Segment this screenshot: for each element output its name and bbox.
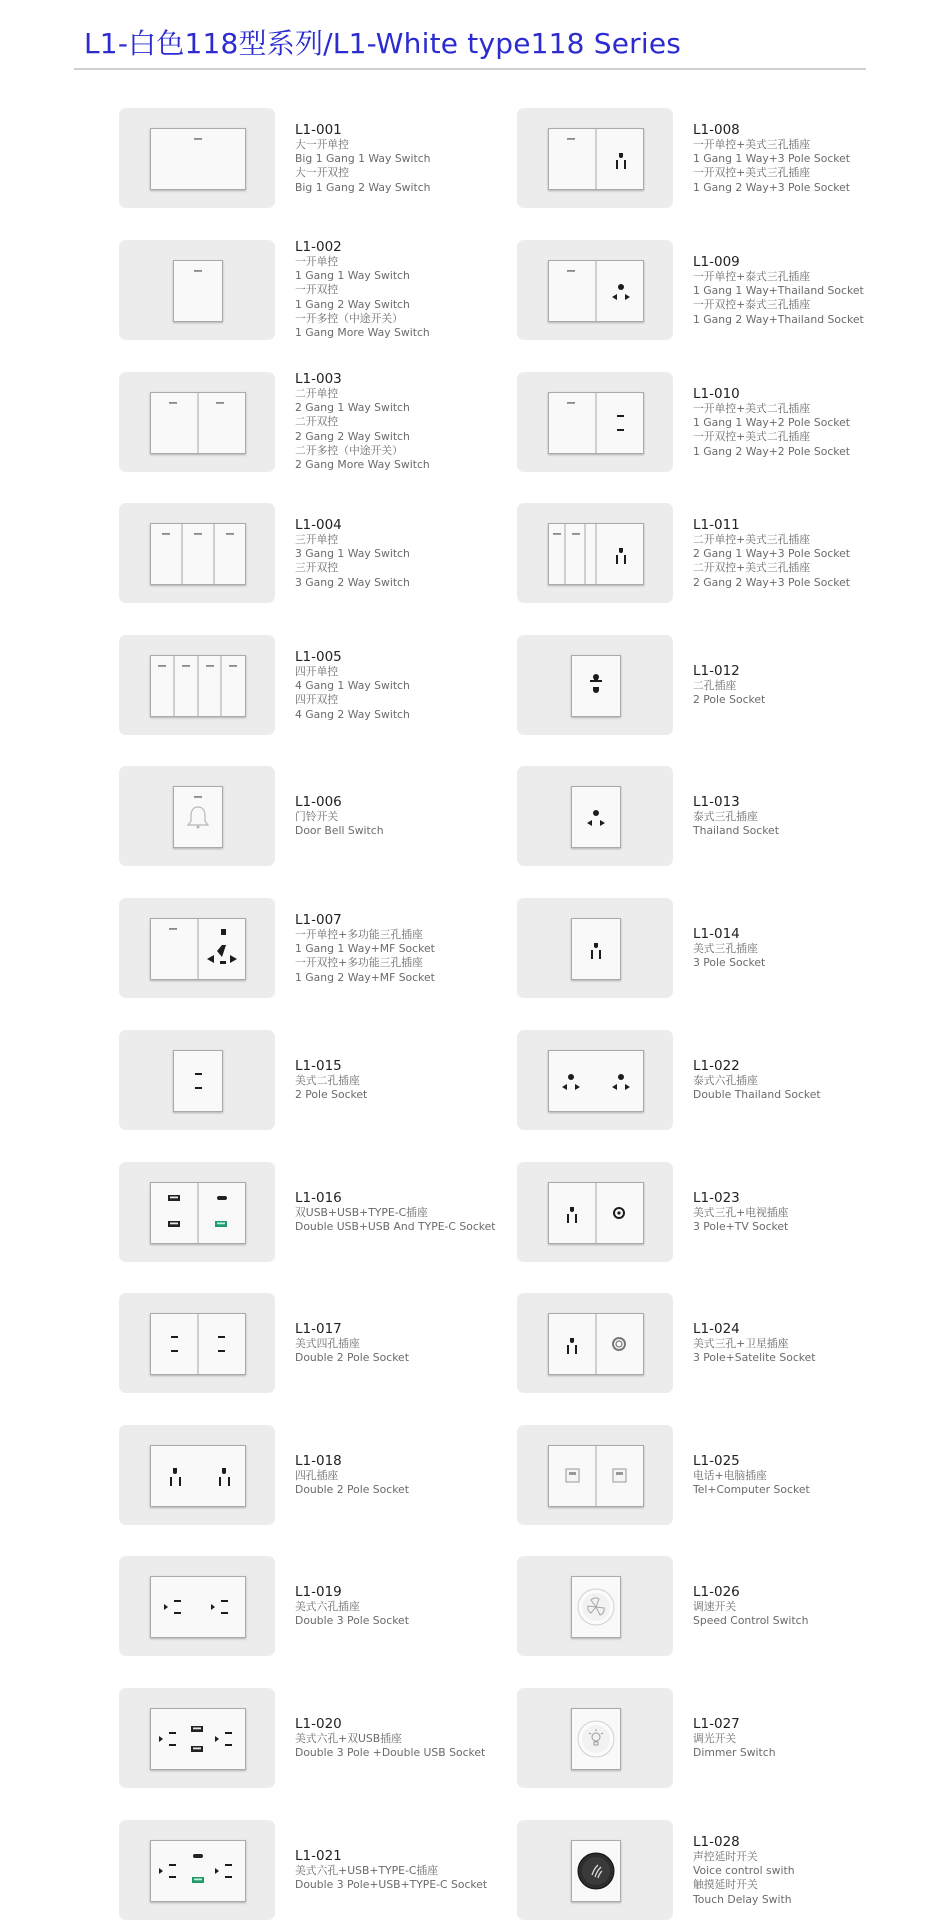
product-info <box>693 254 933 327</box>
wall-plate-illustration <box>571 1708 621 1770</box>
product-code: L1-008 <box>693 122 740 138</box>
product-image-card <box>119 1820 275 1920</box>
product-code: L1-012 <box>693 663 740 679</box>
product-image-card <box>517 1030 673 1130</box>
product-description-line: Big 1 Gang 2 Way Switch <box>295 180 431 194</box>
wall-plate-illustration <box>150 392 246 454</box>
wall-plate-illustration <box>150 655 246 717</box>
wall-plate-icon <box>151 1841 245 1901</box>
product-description-line: 一开双控+美式二孔插座 <box>693 430 811 444</box>
wall-plate-illustration <box>571 1576 621 1638</box>
wall-plate-illustration <box>173 260 223 322</box>
product-image-card <box>119 1688 275 1788</box>
wall-plate-icon <box>549 1183 643 1243</box>
wall-plate-illustration <box>150 1840 246 1902</box>
product-info <box>693 517 933 590</box>
product-item <box>119 766 539 866</box>
product-description-line: 1 Gang 1 Way+MF Socket <box>295 942 435 956</box>
wall-plate-icon <box>549 1446 643 1506</box>
wall-plate-illustration <box>150 128 246 190</box>
wall-plate-illustration <box>150 1445 246 1507</box>
product-image-card <box>119 1425 275 1525</box>
product-image-card <box>517 1688 673 1788</box>
product-item <box>517 1820 937 1920</box>
wall-plate-illustration <box>571 918 621 980</box>
product-description-line: 美式六孔插座 <box>295 1600 360 1613</box>
product-description-line: 1 Gang 1 Way+3 Pole Socket <box>693 152 850 166</box>
wall-plate-illustration <box>548 260 644 322</box>
product-description-line: Thailand Socket <box>693 824 779 838</box>
wall-plate-illustration <box>571 1840 621 1902</box>
product-image-card <box>517 372 673 472</box>
product-code: L1-002 <box>295 239 342 255</box>
product-info <box>295 1321 535 1365</box>
wall-plate-illustration <box>548 1182 644 1244</box>
product-description-line: 1 Gang 2 Way+Thailand Socket <box>693 312 864 326</box>
product-description-line: Double 3 Pole+USB+TYPE-C Socket <box>295 1878 488 1892</box>
product-description-line: 美式六孔+USB+TYPE-C插座 <box>295 1864 438 1877</box>
wall-plate-illustration <box>548 1313 644 1375</box>
product-image-card <box>517 898 673 998</box>
product-description-line: 一开双控+多功能三孔插座 <box>295 956 423 970</box>
wall-plate-illustration <box>173 786 223 848</box>
wall-plate-icon <box>572 1841 620 1901</box>
product-info <box>693 1834 933 1907</box>
product-info <box>693 794 933 838</box>
wall-plate-illustration <box>150 1576 246 1638</box>
product-description-line: 大一开双控 <box>295 166 349 180</box>
wall-plate-icon <box>151 129 245 189</box>
product-description-line: 美式二孔插座 <box>295 1074 360 1087</box>
product-info <box>295 1584 535 1628</box>
product-item <box>517 372 937 472</box>
product-code: L1-007 <box>295 912 342 928</box>
product-item <box>119 372 539 472</box>
product-description-line: 一开多控（中途开关） <box>295 311 403 325</box>
product-code: L1-011 <box>693 517 740 533</box>
wall-plate-icon <box>151 919 245 979</box>
product-info <box>693 1058 933 1102</box>
product-description-line: 2 Gang 2 Way Switch <box>295 429 410 443</box>
product-description-line: Double USB+USB And TYPE-C Socket <box>295 1220 496 1234</box>
product-code: L1-028 <box>693 1834 740 1850</box>
product-description-line: 1 Gang 2 Way+MF Socket <box>295 970 435 984</box>
product-description-line: 3 Pole+TV Socket <box>693 1220 789 1234</box>
wall-plate-icon <box>174 261 222 321</box>
wall-plate-icon <box>174 1051 222 1111</box>
product-code: L1-013 <box>693 794 740 810</box>
wall-plate-illustration <box>548 1050 644 1112</box>
wall-plate-illustration <box>571 786 621 848</box>
product-item <box>517 240 937 340</box>
product-description-line: 3 Gang 2 Way Switch <box>295 575 410 589</box>
product-info <box>295 122 535 195</box>
product-item <box>517 1425 937 1525</box>
product-code: L1-004 <box>295 517 342 533</box>
product-image-card <box>517 635 673 735</box>
product-description-line: 美式三孔+电视插座 <box>693 1206 789 1219</box>
product-item <box>119 1162 539 1262</box>
product-description-line: 3 Gang 1 Way Switch <box>295 547 410 561</box>
product-info <box>295 1716 535 1760</box>
wall-plate-icon <box>549 524 643 584</box>
product-image-card <box>517 1162 673 1262</box>
product-description-line: 1 Gang More Way Switch <box>295 326 430 340</box>
product-info <box>693 1716 933 1760</box>
product-info <box>693 1584 933 1628</box>
product-item <box>119 1425 539 1525</box>
product-description-line: 四开单控 <box>295 665 339 678</box>
product-description-line: 大一开单控 <box>295 138 349 151</box>
product-info <box>295 649 535 722</box>
product-description-line: 4 Gang 2 Way Switch <box>295 707 410 721</box>
wall-plate-illustration <box>173 1050 223 1112</box>
product-description-line: 门铃开关 <box>295 810 339 823</box>
product-description-line: 四开双控 <box>295 693 339 707</box>
product-info <box>295 912 535 985</box>
product-image-card <box>119 372 275 472</box>
product-item <box>517 503 937 603</box>
product-image-card <box>119 503 275 603</box>
wall-plate-icon <box>572 1577 620 1637</box>
product-description-line: 一开双控+美式三孔插座 <box>693 166 811 180</box>
wall-plate-illustration <box>150 1313 246 1375</box>
product-item <box>119 635 539 735</box>
wall-plate-icon <box>151 1446 245 1506</box>
product-description-line: Speed Control Switch <box>693 1614 809 1628</box>
product-code: L1-001 <box>295 122 342 138</box>
product-code: L1-015 <box>295 1058 342 1074</box>
product-description-line: 2 Gang 2 Way+3 Pole Socket <box>693 575 850 589</box>
product-description-line: Tel+Computer Socket <box>693 1483 810 1497</box>
product-code: L1-020 <box>295 1716 342 1732</box>
wall-plate-icon <box>549 261 643 321</box>
product-item <box>119 1556 539 1656</box>
wall-plate-icon <box>151 524 245 584</box>
product-code: L1-005 <box>295 649 342 665</box>
product-image-card <box>517 1293 673 1393</box>
product-code: L1-009 <box>693 254 740 270</box>
product-description-line: 2 Gang 1 Way Switch <box>295 401 410 415</box>
product-image-card <box>119 766 275 866</box>
product-description-line: 调速开关 <box>693 1600 737 1613</box>
wall-plate-icon <box>549 393 643 453</box>
wall-plate-icon <box>572 1709 620 1769</box>
wall-plate-illustration <box>548 128 644 190</box>
product-code: L1-003 <box>295 371 342 387</box>
product-item <box>517 1293 937 1393</box>
product-image-card <box>517 503 673 603</box>
product-description-line: 调光开关 <box>693 1732 737 1745</box>
wall-plate-illustration <box>150 1182 246 1244</box>
wall-plate-icon <box>549 1314 643 1374</box>
wall-plate-icon <box>174 787 222 847</box>
product-description-line: 1 Gang 1 Way+2 Pole Socket <box>693 416 850 430</box>
product-description-line: 三开双控 <box>295 561 339 575</box>
product-description-line: Big 1 Gang 1 Way Switch <box>295 152 431 166</box>
wall-plate-icon <box>151 1183 245 1243</box>
product-code: L1-019 <box>295 1584 342 1600</box>
product-description-line: Double 2 Pole Socket <box>295 1483 409 1497</box>
page-title: L1-白色118型系列/L1-White type118 Series <box>84 27 682 60</box>
product-image-card <box>119 1556 275 1656</box>
product-info <box>295 371 535 472</box>
product-code: L1-025 <box>693 1453 740 1469</box>
wall-plate-icon <box>572 919 620 979</box>
product-image-card <box>119 1030 275 1130</box>
wall-plate-icon <box>151 656 245 716</box>
wall-plate-icon <box>151 1577 245 1637</box>
product-image-card <box>119 635 275 735</box>
product-description-line: 美式三孔+卫星插座 <box>693 1337 789 1350</box>
title-divider <box>74 68 866 70</box>
product-code: L1-014 <box>693 926 740 942</box>
product-description-line: Door Bell Switch <box>295 824 384 838</box>
product-code: L1-018 <box>295 1453 342 1469</box>
product-description-line: 一开单控 <box>295 255 339 268</box>
wall-plate-icon <box>572 787 620 847</box>
wall-plate-illustration <box>150 1708 246 1770</box>
wall-plate-illustration <box>571 655 621 717</box>
product-item <box>119 1820 539 1920</box>
product-image-card <box>517 108 673 208</box>
product-description-line: 美式四孔插座 <box>295 1337 360 1350</box>
product-code: L1-024 <box>693 1321 740 1337</box>
product-code: L1-006 <box>295 794 342 810</box>
product-description-line: 2 Pole Socket <box>295 1088 368 1102</box>
product-description-line: 泰式六孔插座 <box>693 1074 758 1087</box>
product-item <box>119 240 539 340</box>
wall-plate-icon <box>549 1051 643 1111</box>
product-description-line: 3 Pole Socket <box>693 956 766 970</box>
product-item <box>517 1556 937 1656</box>
product-description-line: 声控延时开关 <box>693 1850 758 1863</box>
product-description-line: 1 Gang 2 Way+2 Pole Socket <box>693 444 850 458</box>
product-info <box>295 1190 535 1234</box>
product-item <box>517 898 937 998</box>
product-description-line: 3 Pole+Satelite Socket <box>693 1351 816 1365</box>
product-image-card <box>119 240 275 340</box>
product-item <box>517 1688 937 1788</box>
wall-plate-icon <box>151 1709 245 1769</box>
product-info <box>295 1848 535 1892</box>
product-info <box>693 1321 933 1365</box>
wall-plate-illustration <box>150 918 246 980</box>
product-description-line: Touch Delay Swith <box>693 1892 792 1906</box>
product-code: L1-021 <box>295 1848 342 1864</box>
product-description-line: 双USB+USB+TYPE-C插座 <box>295 1206 428 1219</box>
product-description-line: 1 Gang 1 Way+Thailand Socket <box>693 284 864 298</box>
product-item <box>119 1293 539 1393</box>
product-info <box>693 386 933 459</box>
wall-plate-illustration <box>150 523 246 585</box>
product-description-line: 泰式三孔插座 <box>693 810 758 823</box>
product-info <box>295 1453 535 1497</box>
product-info <box>693 122 933 195</box>
product-description-line: 触摸延时开关 <box>693 1878 758 1892</box>
wall-plate-illustration <box>548 523 644 585</box>
product-description-line: 一开单控+美式三孔插座 <box>693 138 811 151</box>
wall-plate-icon <box>549 129 643 189</box>
wall-plate-icon <box>572 656 620 716</box>
product-image-card <box>517 1425 673 1525</box>
wall-plate-icon <box>151 393 245 453</box>
product-item <box>517 766 937 866</box>
product-description-line: 1 Gang 2 Way+3 Pole Socket <box>693 180 850 194</box>
wall-plate-illustration <box>548 392 644 454</box>
product-info <box>693 663 933 707</box>
wall-plate-icon <box>151 1314 245 1374</box>
product-code: L1-010 <box>693 386 740 402</box>
product-item <box>119 898 539 998</box>
product-item <box>119 1688 539 1788</box>
product-description-line: 美式三孔插座 <box>693 942 758 955</box>
product-description-line: 二开单控+美式三孔插座 <box>693 533 811 546</box>
product-image-card <box>517 1820 673 1920</box>
product-description-line: 2 Gang More Way Switch <box>295 458 430 472</box>
product-description-line: 1 Gang 1 Way Switch <box>295 269 410 283</box>
product-description-line: 二开单控 <box>295 387 339 400</box>
product-description-line: Voice control swith <box>693 1864 795 1878</box>
product-description-line: 一开双控+泰式三孔插座 <box>693 298 811 312</box>
product-info <box>295 517 535 590</box>
product-code: L1-023 <box>693 1190 740 1206</box>
product-info <box>693 1453 933 1497</box>
product-info <box>295 239 535 340</box>
product-image-card <box>119 108 275 208</box>
product-description-line: Double 2 Pole Socket <box>295 1351 409 1365</box>
product-description-line: 二开多控（中途开关） <box>295 443 403 457</box>
product-image-card <box>517 1556 673 1656</box>
product-description-line: Double 3 Pole +Double USB Socket <box>295 1746 486 1760</box>
product-info <box>295 1058 535 1102</box>
product-item <box>119 1030 539 1130</box>
product-info <box>693 926 933 970</box>
product-code: L1-022 <box>693 1058 740 1074</box>
product-description-line: 2 Pole Socket <box>693 693 766 707</box>
product-description-line: 二开双控+美式三孔插座 <box>693 561 811 575</box>
product-image-card <box>517 240 673 340</box>
product-description-line: 一开单控+美式二孔插座 <box>693 402 811 415</box>
product-item <box>517 108 937 208</box>
product-item <box>119 503 539 603</box>
product-item <box>517 1162 937 1262</box>
product-description-line: 4 Gang 1 Way Switch <box>295 679 410 693</box>
product-code: L1-017 <box>295 1321 342 1337</box>
product-description-line: 一开单控+泰式三孔插座 <box>693 270 811 283</box>
product-image-card <box>119 1162 275 1262</box>
product-description-line: 三开单控 <box>295 533 339 546</box>
product-code: L1-016 <box>295 1190 342 1206</box>
product-description-line: 二开双控 <box>295 415 339 429</box>
product-code: L1-026 <box>693 1584 740 1600</box>
product-code: L1-027 <box>693 1716 740 1732</box>
product-info <box>295 794 535 838</box>
product-description-line: Double 3 Pole Socket <box>295 1614 409 1628</box>
product-description-line: 1 Gang 2 Way Switch <box>295 297 410 311</box>
product-item <box>517 635 937 735</box>
product-description-line: 二孔插座 <box>693 679 737 692</box>
wall-plate-illustration <box>548 1445 644 1507</box>
product-description-line: 电话+电脑插座 <box>693 1469 767 1482</box>
product-description-line: 四孔插座 <box>295 1469 339 1482</box>
product-description-line: 2 Gang 1 Way+3 Pole Socket <box>693 547 850 561</box>
product-item <box>119 108 539 208</box>
product-image-card <box>119 1293 275 1393</box>
product-description-line: 一开单控+多功能三孔插座 <box>295 928 423 941</box>
product-image-card <box>119 898 275 998</box>
product-info <box>693 1190 933 1234</box>
product-description-line: Double Thailand Socket <box>693 1088 821 1102</box>
product-description-line: Dimmer Switch <box>693 1746 776 1760</box>
product-item <box>517 1030 937 1130</box>
product-description-line: 一开双控 <box>295 283 339 297</box>
product-description-line: 美式六孔+双USB插座 <box>295 1732 402 1745</box>
product-image-card <box>517 766 673 866</box>
